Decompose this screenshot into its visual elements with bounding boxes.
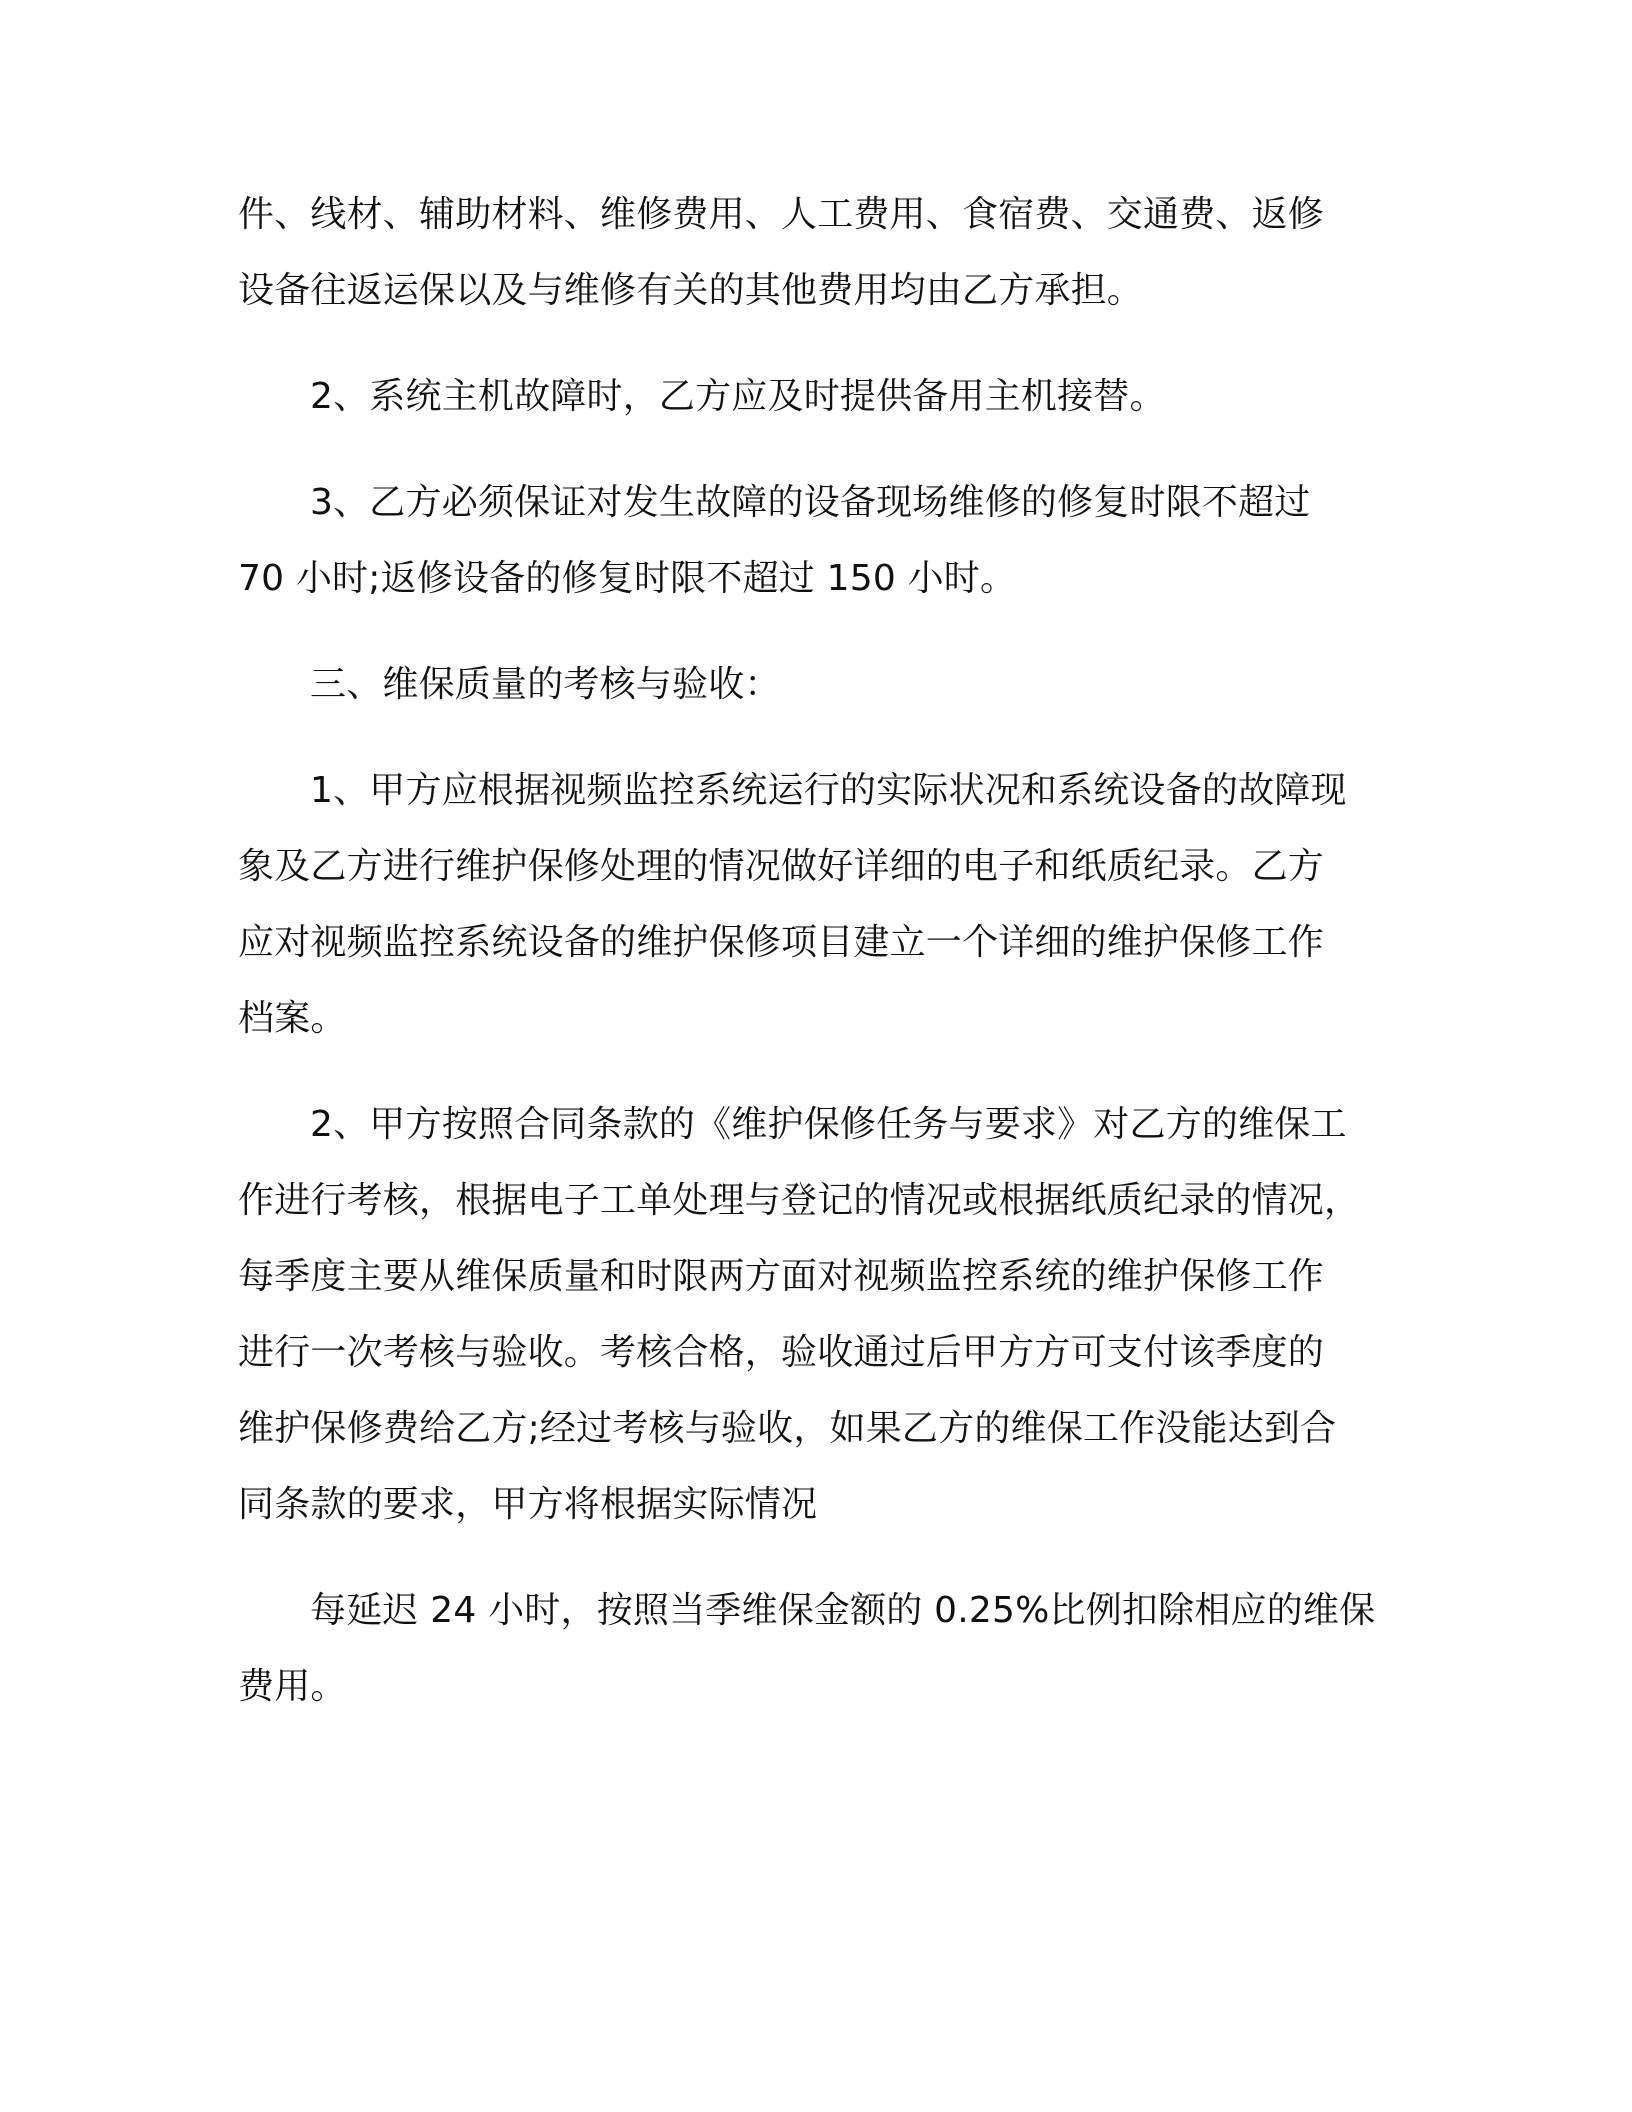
paragraph-1-line-2: 设备往返运保以及与维修有关的其他费用均由乙方承担。 xyxy=(238,270,1144,311)
paragraph-6-line-5: 维护保修费给乙方;经过考核与验收，如果乙方的维保工作没能达到合 xyxy=(238,1408,1337,1449)
paragraph-6-line-6: 同条款的要求，甲方将根据实际情况 xyxy=(238,1484,818,1525)
paragraph-6-line-4: 进行一次考核与验收。考核合格，验收通过后甲方方可支付该季度的 xyxy=(238,1332,1325,1373)
paragraph-1-line-1: 件、线材、辅助材料、维修费用、人工费用、食宿费、交通费、返修 xyxy=(238,194,1325,235)
paragraph-5-line-3: 应对视频监控系统设备的维护保修项目建立一个详细的维护保修工作 xyxy=(238,922,1325,963)
paragraph-6-line-1: 2、甲方按照合同条款的《维护保修任务与要求》对乙方的维保工 xyxy=(310,1104,1347,1145)
paragraph-7-line-1: 每延迟 24 小时，按照当季维保金额的 0.25%比例扣除相应的维保 xyxy=(310,1590,1376,1631)
paragraph-3-line-2: 70 小时;返修设备的修复时限不超过 150 小时。 xyxy=(238,558,1017,599)
paragraph-7-line-2: 费用。 xyxy=(238,1666,347,1707)
paragraph-6-line-2: 作进行考核，根据电子工单处理与登记的情况或根据纸质纪录的情况， xyxy=(238,1180,1361,1221)
paragraph-2-line-1: 2、系统主机故障时，乙方应及时提供备用主机接替。 xyxy=(310,376,1166,417)
paragraph-3-line-1: 3、乙方必须保证对发生故障的设备现场维修的修复时限不超过 xyxy=(310,482,1311,523)
paragraph-5-line-2: 象及乙方进行维护保修处理的情况做好详细的电子和纸质纪录。乙方 xyxy=(238,846,1325,887)
section-heading: 三、维保质量的考核与验收： xyxy=(310,664,781,705)
paragraph-5-line-4: 档案。 xyxy=(238,998,347,1039)
paragraph-5-line-1: 1、甲方应根据视频监控系统运行的实际状况和系统设备的故障现 xyxy=(310,770,1347,811)
paragraph-6-line-3: 每季度主要从维保质量和时限两方面对视频监控系统的维护保修工作 xyxy=(238,1256,1325,1297)
